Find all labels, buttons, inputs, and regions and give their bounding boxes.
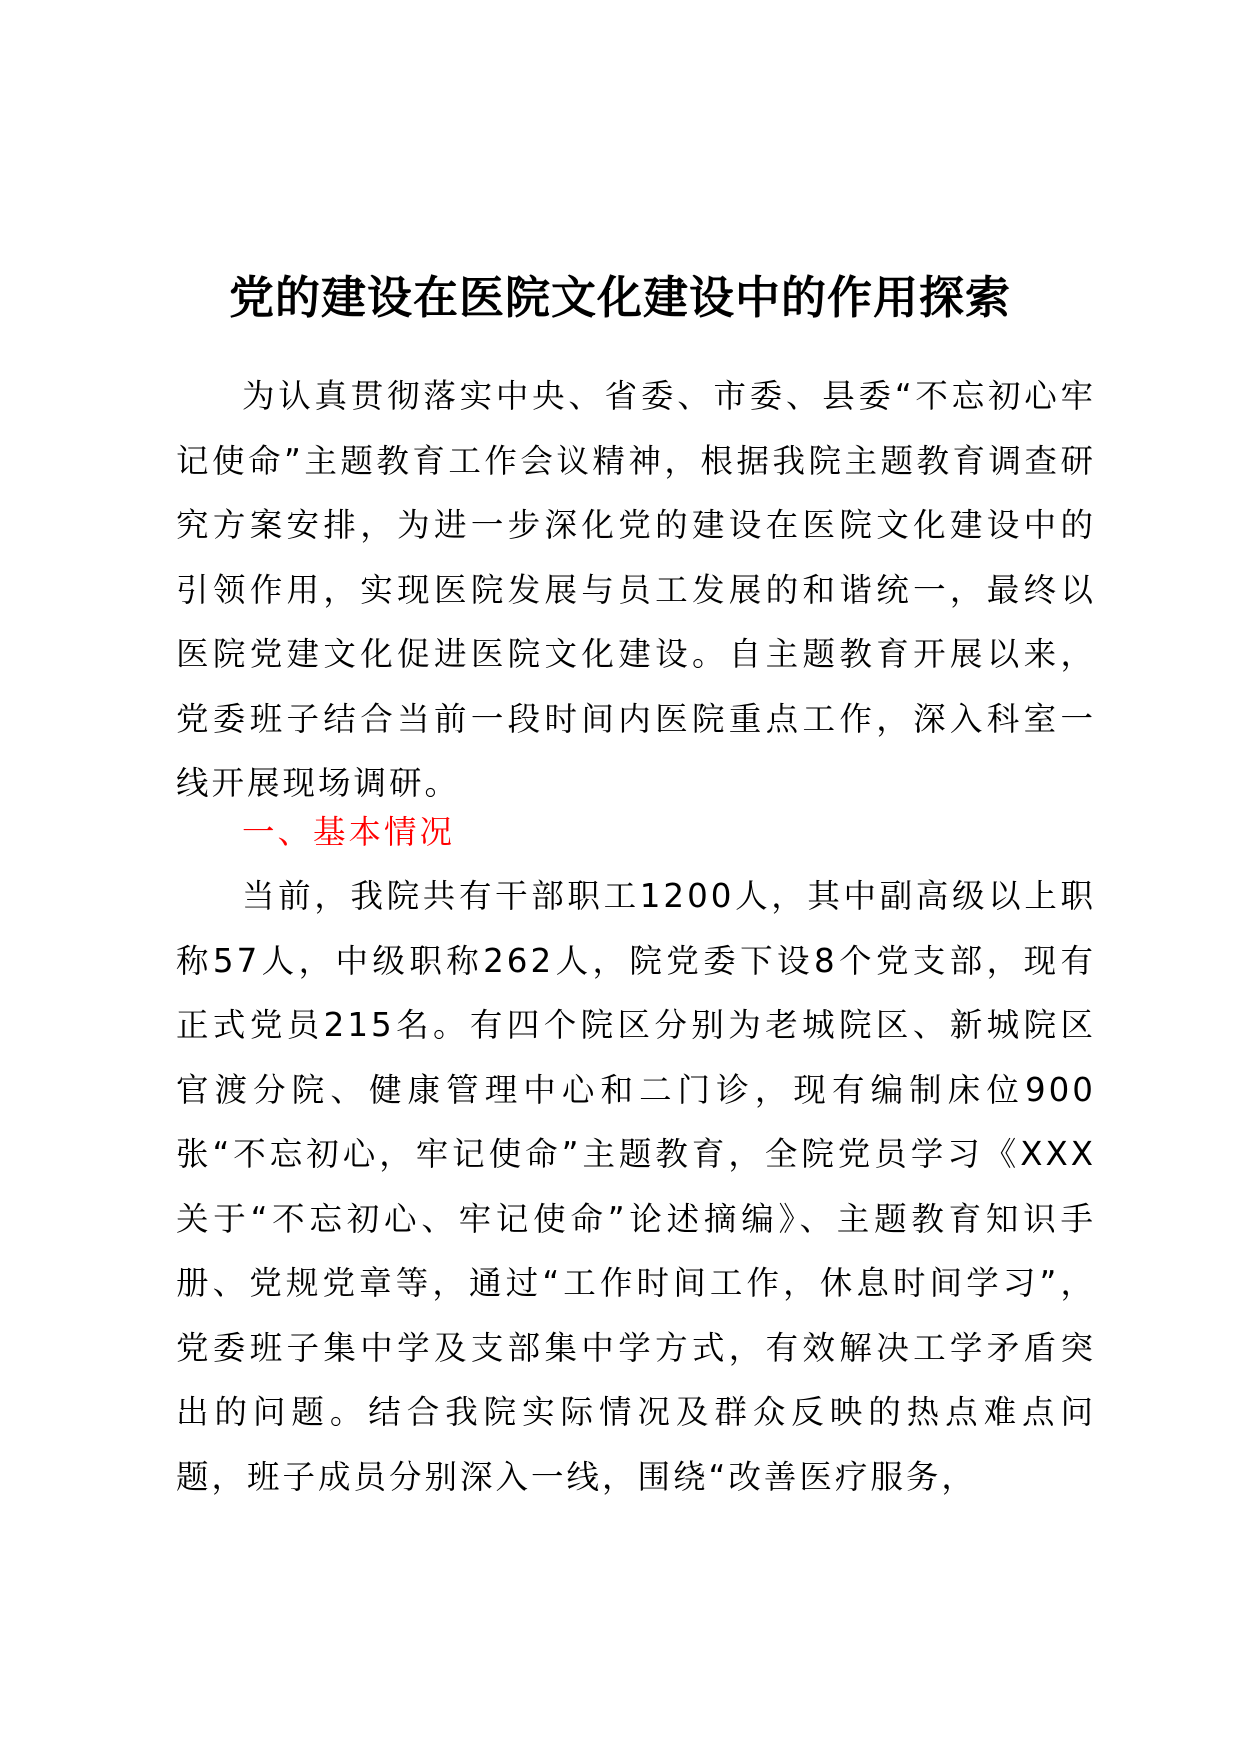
section-heading-basic-situation: 一、基本情况 [242,813,456,851]
basic-situation-paragraph: 当前，我院共有干部职工1200人，其中副高级以上职称57人，中级职称262人，院党委下设8个党支部，现有正式党员215名。有四个院区分别为老城院区、新城院区官渡分院、健康管理中心和二门诊，现有编制床位900张“不忘初心，牢记使命”主题教育，全院党员学习《XXX关于“不忘初心、牢记使命”论述摘编》、主题教育知识手册、党规党章等，通过“工作时间工作，休息时间学习”，党委班子集中学及支部集中学方式，有效解决工学矛盾突出的问题。结合我院实际情况及群众反映的热点难点问题，班子成员分别深入一线，围绕“改善医疗服务， [176,877,1096,1496]
intro-paragraph: 为认真贯彻落实中央、省委、市委、县委“不忘初心牢记使命”主题教育工作会议精神，根据我院主题教育调查研究方案安排，为进一步深化党的建设在医院文化建设中的引领作用，实现医院发展与员工发展的和谐统一，最终以医院党建文化促进医院文化建设。自主题教育开展以来，党委班子结合当前一段时间内医院重点工作，深入科室一线开展现场调研。 [176,377,1096,802]
document-title: 党的建设在医院文化建设中的作用探索 [228,271,1011,324]
